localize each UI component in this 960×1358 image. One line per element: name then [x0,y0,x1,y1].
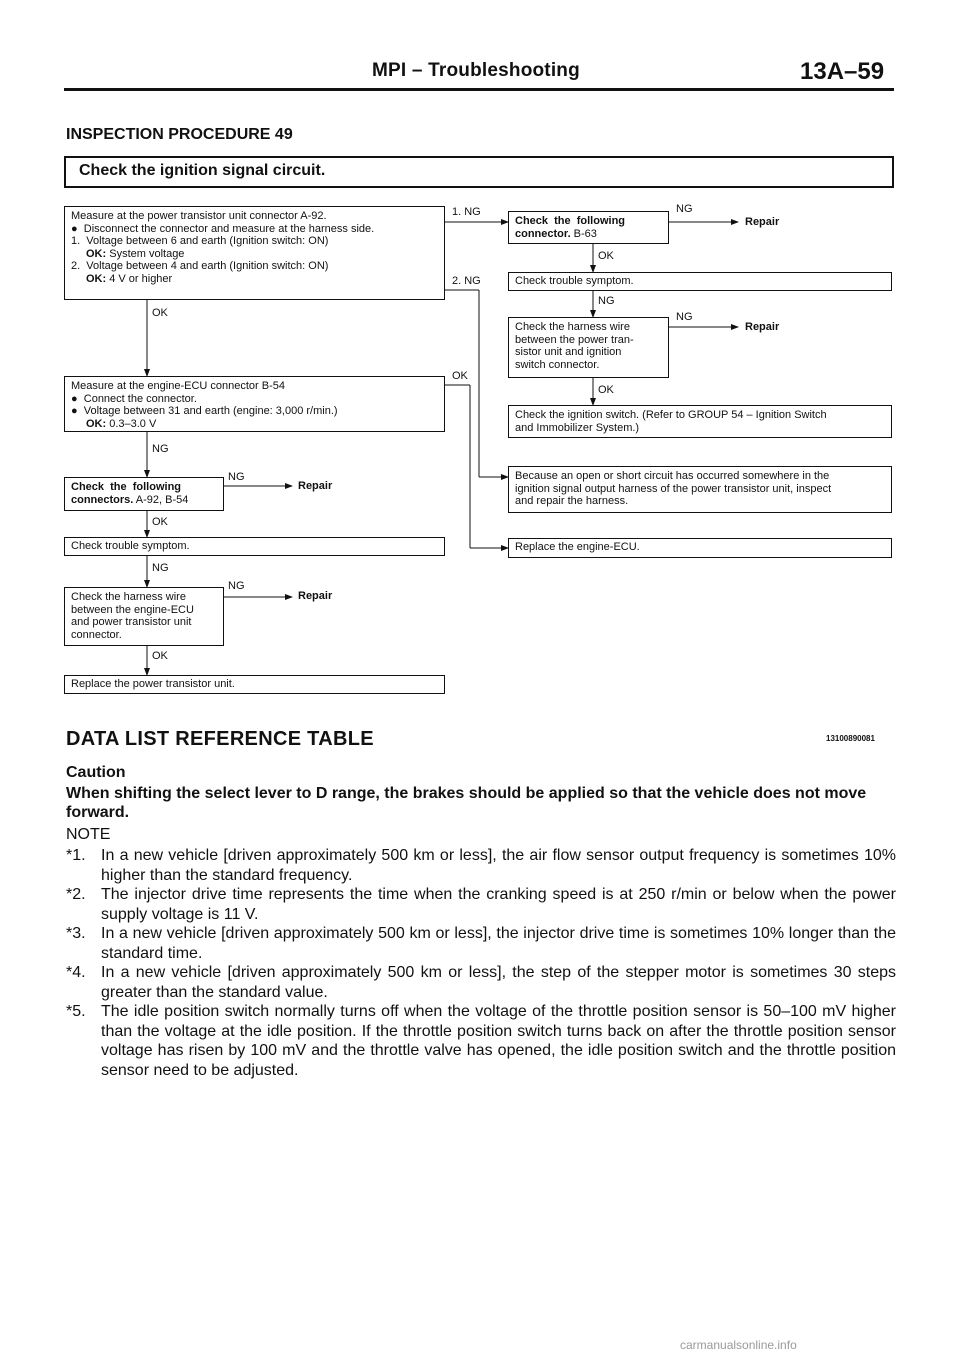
flow-box-measure-power-transistor: Measure at the power transistor unit connector A-92. ● Disconnect the connector and measure at the harness side. 1. Voltage between 6 and earth (Ignition switch: ON) OK: System voltage 2. Voltage between 4 and earth (Ignition switch: ON) OK: 4 V or higher [64,206,445,300]
note-item: *1. In a new vehicle [driven approximately 500 km or less], the air flow sensor output frequency is sometimes 10% higher than the standard frequency. [66,847,896,884]
flow-box-check-harness-ignition: Check the harness wire between the power tran- sistor unit and ignition switch connector. [508,317,669,378]
flow-box-check-trouble-symptom: Check trouble symptom. [508,272,892,291]
repair-label: Repair [745,216,780,228]
label-ok: OK [152,516,168,528]
flow-box-check-connectors-a92-b54: Check the following connectors. A-92, B-54 [64,477,224,511]
label-ok: OK [598,250,614,262]
label-ok: OK [152,307,168,319]
flow-box-check-trouble-symptom: Check trouble symptom. [64,537,445,556]
caution-title: Caution [66,764,126,781]
label-ng: NG [676,311,693,323]
flow-box-check-connector-b63: Check the following connector. B-63 [508,211,669,244]
label-two-ng: 2. NG [452,275,481,287]
page-header-title: MPI – Troubleshooting [372,60,580,81]
flow-box-measure-engine-ecu: Measure at the engine-ECU connector B-54 ● Connect the connector. ● Voltage between 31 and earth (engine: 3,000 r/min.) OK: 0.3–3.0 V [64,376,445,432]
procedure-check-text: Check the ignition signal circuit. [79,162,326,179]
flow-box-check-ignition-switch: Check the ignition switch. (Refer to GROUP 54 – Ignition Switch and Immobilizer System.) [508,405,892,438]
repair-label: Repair [745,321,780,333]
watermark: carmanualsonline.info [680,1338,797,1352]
label-ng: NG [228,580,245,592]
note-item: *2. The injector drive time represents the time when the cranking speed is at 250 r/min or below when the power supply voltage is 11 V. [66,886,896,923]
section-title: DATA LIST REFERENCE TABLE [66,728,374,750]
page-number: 13A–59 [800,58,885,85]
label-ng: NG [598,295,615,307]
procedure-title: INSPECTION PROCEDURE 49 [66,126,293,143]
flow-box-replace-power-transistor: Replace the power transistor unit. [64,675,445,694]
flow-box-repair-harness: Because an open or short circuit has occurred somewhere in the ignition signal output harness of the power transistor unit, inspect and repair the harness. [508,466,892,513]
label-one-ng: 1. NG [452,206,481,218]
label-ok: OK [152,650,168,662]
note-title: NOTE [66,826,111,843]
note-item: *3. In a new vehicle [driven approximately 500 km or less], the injector drive time is sometimes 10% longer than the standard time. [66,925,896,962]
label-ok: OK [452,370,468,382]
label-ok: OK [598,384,614,396]
label-ng: NG [228,471,245,483]
flow-box-check-harness-ecu: Check the harness wire between the engine-ECU and power transistor unit connector. [64,587,224,646]
repair-label: Repair [298,590,333,602]
note-item: *5. The idle position switch normally turns off when the voltage of the throttle position sensor is 50–100 mV higher than the voltage at the idle position. If the throttle position switch turns back on after the throttle position sensor voltage has risen by 100 mV and the throttle valve has opened, the idle position switch and the throttle position sensor need to be adjusted. [66,1003,896,1079]
repair-label: Repair [298,480,333,492]
label-ng: NG [676,203,693,215]
label-ng: NG [152,443,169,455]
flow-box-replace-engine-ecu: Replace the engine-ECU. [508,538,892,558]
note-item: *4. In a new vehicle [driven approximately 500 km or less], the step of the stepper motor is sometimes 30 steps greater than the standard value. [66,964,896,1001]
section-code: 13100890081 [826,734,875,743]
label-ng: NG [152,562,169,574]
caution-text: When shifting the select lever to D range, the brakes should be applied so that the vehicle does not move forward. [66,785,867,821]
notes-list [66,846,896,1080]
